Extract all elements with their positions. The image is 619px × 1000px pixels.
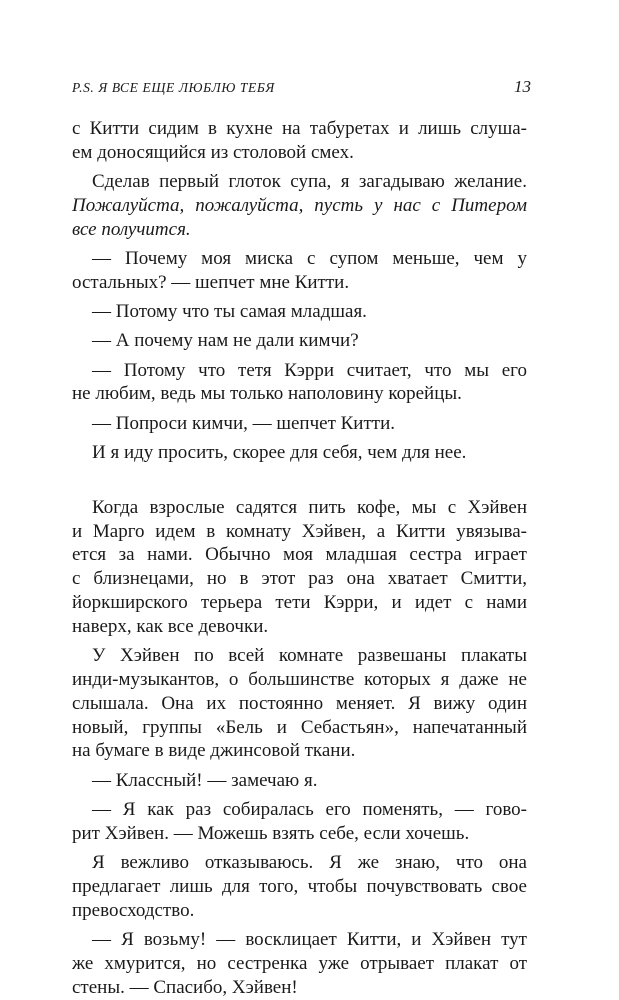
text-line: йоркширского терьера тети Кэрри, и идет с нами — [72, 592, 527, 614]
text-line: с близнецами, но в этот раз она хватает Смитти, — [72, 568, 527, 590]
body-text — [72, 117, 527, 999]
text-line: предлагает лишь для того, чтобы почувствовать свое — [72, 875, 527, 897]
italic-text: Пожалуйста, пожалуйста, пусть у нас с Питером — [72, 194, 527, 216]
text-line: У Хэйвен по всей комнате развешаны плакаты — [92, 645, 527, 667]
text-line: — Классный! — замечаю я. — [92, 769, 318, 791]
text-line: превосходство. — [72, 899, 195, 921]
text-line: ется за нами. Обычно моя младшая сестра играет — [72, 544, 527, 566]
text-line: — Я возьму! — восклицает Китти, и Хэйвен тут — [92, 928, 527, 950]
text-line: Когда взрослые садятся пить кофе, мы с Хэйвен — [92, 496, 527, 518]
text-line: — Попроси кимчи, — шепчет Китти. — [92, 412, 395, 434]
text-line: И я иду просить, скорее для себя, чем для нее. — [92, 442, 467, 464]
page-number: 13 — [514, 77, 531, 96]
text-line: наверх, как все девочки. — [72, 615, 269, 637]
text-line: инди-музыкантов, о большинстве которых я даже не — [72, 668, 527, 690]
text-line: слышала. Она их постоянно меняет. Я вижу один — [72, 692, 527, 714]
text-line: на бумаге в виде джинсовой ткани. — [72, 740, 356, 762]
text-line: рит Хэйвен. — Можешь взять себе, если хочешь. — [72, 822, 470, 844]
running-title: P.S. Я ВСЕ ЕЩЕ ЛЮБЛЮ ТЕБЯ — [72, 80, 275, 95]
text-line: — Потому что тетя Кэрри считает, что мы его — [92, 359, 527, 381]
text-line: с Китти сидим в кухне на табуретах и лишь слуша- — [72, 118, 527, 139]
text-line: и Марго идем в комнату Хэйвен, а Китти увязыва- — [72, 520, 527, 542]
text-line-italic — [72, 194, 527, 218]
text-line: — Почему моя миска с супом меньше, чем у — [92, 247, 527, 269]
text-line-italic — [72, 218, 527, 242]
text-line: же хмурится, но сестренка уже отрывает плакат от — [72, 952, 527, 974]
italic-text: все получится. — [72, 218, 191, 240]
text-line: — Я как раз собиралась его поменять, — гово- — [92, 798, 527, 820]
text-line: Я вежливо отказываюсь. Я же знаю, что она — [92, 852, 527, 874]
text-line: — А почему нам не дали кимчи? — [92, 330, 359, 352]
text-line: новый, группы «Бель и Себастьян», напечатанный — [72, 716, 527, 738]
text-line: остальных? — шепчет мне Китти. — [72, 271, 350, 293]
text-line: — Потому что ты самая младшая. — [92, 301, 367, 323]
text-line: не любим, ведь мы только наполовину корейцы. — [72, 383, 462, 405]
text-line: ем доносящийся из столовой смех. — [72, 141, 354, 163]
text-line: стены. — Спасибо, Хэйвен! — [72, 976, 298, 998]
text-line: Сделав первый глоток супа, я загадываю желание. — [92, 171, 527, 193]
